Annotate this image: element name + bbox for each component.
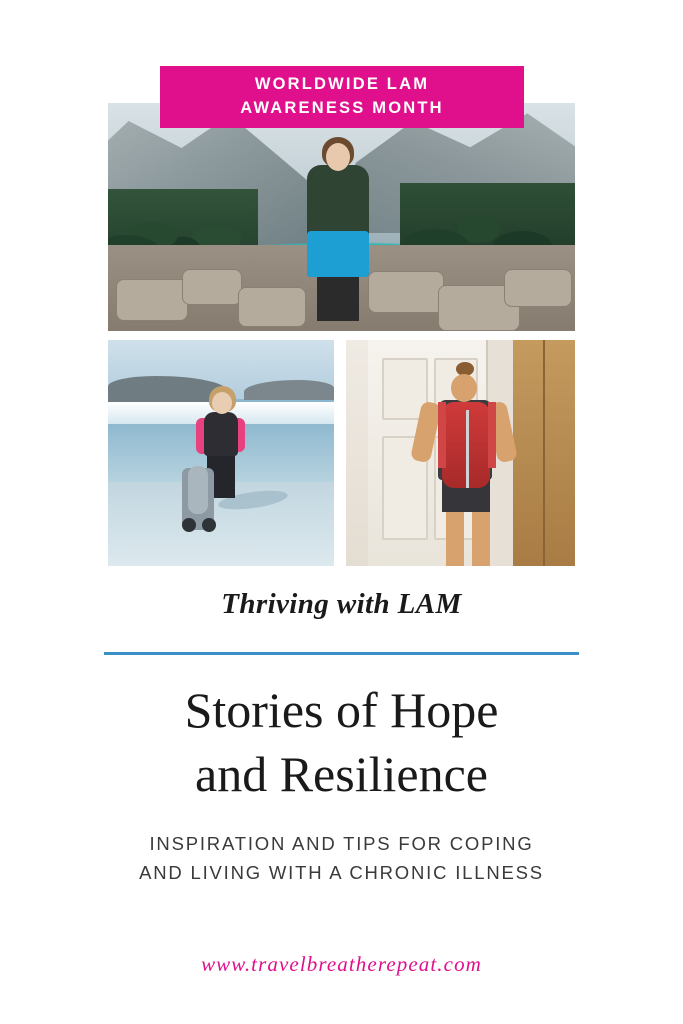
banner-line-2: AWARENESS MONTH (240, 99, 444, 117)
person-leg (446, 512, 464, 566)
subtitle-line-1: INSPIRATION AND TIPS FOR COPING (149, 833, 534, 854)
script-title: Thriving with LAM (221, 588, 462, 620)
blue-divider (104, 652, 579, 655)
person-head (451, 374, 477, 402)
photo-mountain-lake (108, 103, 575, 331)
awareness-banner (160, 66, 524, 128)
rock (368, 271, 444, 313)
person-jacket-blue-panel (307, 231, 369, 277)
person-head (212, 392, 232, 414)
rock (182, 269, 242, 305)
cart-wheel (202, 518, 216, 532)
cart-wheel (182, 518, 196, 532)
photo-backpack-thumbs-up (346, 340, 575, 566)
oxygen-tube (466, 410, 469, 488)
headline-line-1: Stories of Hope (184, 682, 499, 738)
website-url[interactable]: www.travelbreatherepeat.com (201, 952, 482, 976)
backpack-strap (488, 402, 496, 468)
headland-right (244, 380, 334, 400)
headline-line-2: and Resilience (195, 746, 488, 802)
photo-collage (108, 103, 575, 566)
page-title (0, 678, 683, 806)
cabinet-seam (543, 340, 545, 566)
subtitle-line-2: AND LIVING WITH A CHRONIC ILLNESS (139, 861, 544, 883)
person-head (326, 143, 350, 171)
banner-line-1: WORLDWIDE LAM (254, 75, 430, 94)
rock (504, 269, 572, 307)
backpack-strap (438, 402, 446, 468)
rock (116, 279, 188, 321)
person-legs (317, 275, 359, 321)
wood-cabinet (513, 340, 575, 566)
photo-beach-oxygen-cart (108, 340, 334, 566)
person-leg (472, 512, 490, 566)
person-torso (204, 412, 238, 456)
rock (238, 287, 306, 327)
subtitle (0, 830, 683, 887)
oxygen-tank (188, 466, 208, 514)
